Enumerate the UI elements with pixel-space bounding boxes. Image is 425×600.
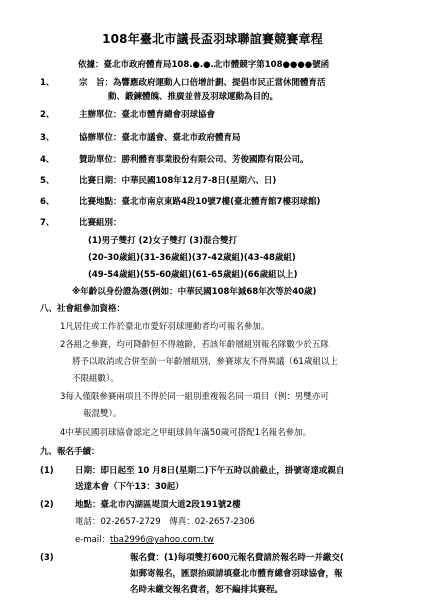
section-6-text: 比賽地點：臺北市南京東路4段10號7樓(臺北體育館7樓羽球館) [79,197,321,207]
signup-fee-line-2: 如郵寄報名，匯票抬頭請填臺北市體育總會羽球協會，報 [130,569,343,579]
group-line-3: (49-54歲組)(55-60歲組)(61-65歲組)(66歲組以上) [88,270,298,280]
section-5-text: 比賽日期：中華民國108年12月7-8日(星期六、日) [79,176,277,186]
section-7-num: 7、 [40,218,55,228]
section-1-continuation: 動、鍛鍊體魄、推廣並普及羽球運動為目的。 [108,92,279,102]
eligibility-item-2: 2各組之參賽，均可降齡但不得越齡，若該年齡層組別報名隊數少於五隊 [60,340,329,350]
eligibility-item-3-cont: 報混雙）。 [83,409,122,419]
section-4-num: 4、 [40,155,55,165]
signup-email-label: e-mail： [75,535,111,545]
signup-date-num: (1) [40,466,54,476]
section-2-num: 2、 [40,110,55,120]
signup-email-link[interactable]: tba2996@yahoo.com.tw [110,535,214,545]
section-3-num: 3、 [40,133,55,143]
group-line-1: (1)男子雙打 (2)女子雙打 (3)混合雙打 [88,236,237,246]
eligibility-item-2-cont-2: 不限組數）。 [72,374,119,384]
signup-fee-line-3: 名時未繳交報名費者，恕不編排其賽程。 [130,585,284,595]
signup-address-num: (2) [40,500,54,510]
section-1-text: 宗 旨：為響應政府運動人口倍增計劃、提倡市民正當休閒體育活 [79,78,326,88]
eligibility-item-3: 3每人僅限參賽兩項且不得於同一組別重複報名同一項目（例：男雙亦可 [60,392,329,402]
signup-phone-fax: 電話：02-2657-2729 傳真：02-2657-2306 [75,517,255,527]
section-6-num: 6、 [40,197,55,207]
section-4-text: 贊助單位：勝利體育事業股份有限公司、芳俊國際有限公司。 [79,155,309,165]
section-3-text: 協辦單位：臺北市議會、臺北市政府體育局 [79,133,241,143]
section-1-num: 1、 [40,78,55,88]
signup-fee-num: (3) [40,553,54,563]
section-2-text: 主辦單位：臺北市體育總會羽球協會 [79,110,216,120]
signup-email-row [75,535,214,545]
section-5-num: 5、 [40,176,55,186]
age-note: ※年齡以身份證為憑(例如：中華民國108年減68年次等於40歲) [72,287,317,297]
document-title: 108年臺北市議長盃羽球聯誼賽競賽章程 [102,32,323,46]
eligibility-heading: 八、社會組參加資格： [40,304,126,314]
eligibility-item-1: 1凡居住或工作於臺北市愛好羽球運動者均可報名參加。 [60,322,270,332]
signup-address: 地點：臺北市內湖區堤頂大道2段191號2樓 [75,500,241,510]
signup-date-line-1: 日期：即日起至 10 月8日(星期二)下午五時以前截止，掛號寄達或親自 [75,466,345,476]
signup-heading: 九、報名手續： [40,447,100,457]
signup-fee-line-1: 報名費：(1)每項雙打600元報名費請於報名時一并繳交( [130,553,344,563]
eligibility-item-4: 4中華民國羽球協會認定之甲組球員年滿50歲可搭配1名報名參加。 [60,428,312,438]
group-line-2: (20-30歲組)(31-36歲組)(37-42歲組)(43-48歲組) [88,253,296,263]
section-7-text: 比賽組別： [79,218,122,228]
signup-date-line-2: 送達本會（下午13：30起） [75,482,184,492]
eligibility-item-2-cont-1: 將予以取消或合併至前一年齡層組別，參賽球友不得異議（61歲組以上 [72,357,338,367]
reference-line: 依據：臺北市政府體育局108.●.●.北市體競字第108●●●●號函 [78,60,330,70]
